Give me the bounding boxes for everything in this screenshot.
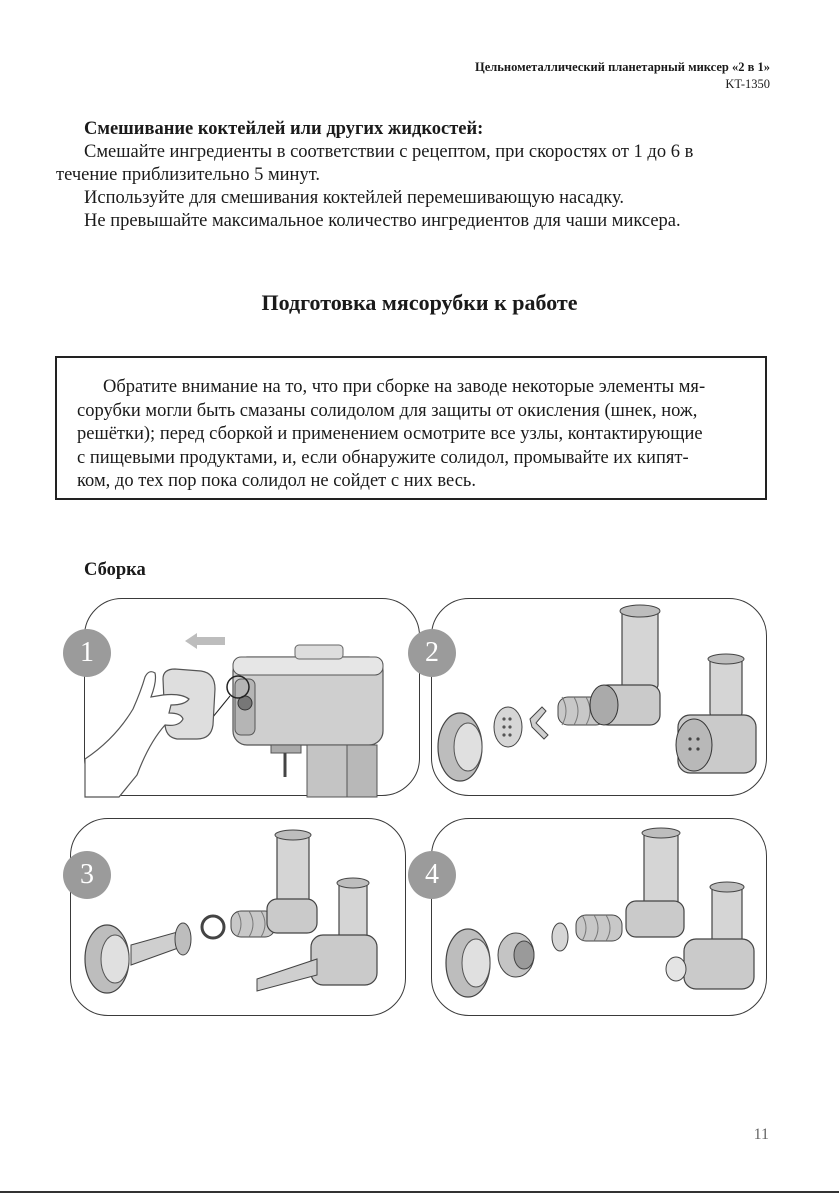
section-cocktails bbox=[56, 118, 756, 233]
notice-line: сорубки могли быть смазаны солидолом для защиты от окисления (шнек, нож, bbox=[77, 400, 698, 421]
notice-line: с пищевыми продуктами, и, если обнаружите солидол, промывайте их кипят- bbox=[77, 447, 689, 468]
step-4-illustration bbox=[425, 818, 767, 1016]
step-badge: 3 bbox=[63, 851, 111, 899]
step-1-illustration bbox=[80, 598, 420, 796]
step-badge: 1 bbox=[63, 629, 111, 677]
notice-line: Обратите внимание на то, что при сборке на заводе некоторые элементы мя- bbox=[103, 377, 706, 397]
mixer-cover-removal-image bbox=[85, 599, 421, 797]
step-badge: 2 bbox=[408, 629, 456, 677]
page-number: 11 bbox=[753, 1126, 769, 1143]
main-title: Подготовка мясорубки к работе bbox=[261, 290, 578, 315]
step-badge: 4 bbox=[408, 851, 456, 899]
header-model: KT-1350 bbox=[725, 77, 770, 91]
section-heading: Смешивание коктейлей или других жидкостей: bbox=[84, 119, 484, 139]
header-title: Цельнометаллический планетарный миксер «2 в 1» bbox=[474, 60, 770, 74]
paragraph-3: Не превышайте максимальное количество ингредиентов для чаши миксера. bbox=[84, 211, 681, 231]
paragraph-2: Используйте для смешивания коктейлей перемешивающую насадку. bbox=[84, 188, 625, 208]
assembly-heading: Сборка bbox=[84, 560, 146, 580]
step-3-illustration bbox=[70, 818, 406, 1016]
step-2-illustration bbox=[425, 598, 767, 796]
grinder-parts-image bbox=[432, 599, 768, 797]
notice-line: решётки); перед сборкой и применением осмотрите все узлы, контактирующие bbox=[77, 424, 703, 444]
paragraph-1: Смешайте ингредиенты в соответствии с рецептом, при скоростях от 1 до 6 в течение приблизительно 5 минут. bbox=[56, 142, 694, 185]
sausage-attachment-image bbox=[71, 819, 381, 1017]
notice-box bbox=[55, 356, 767, 500]
kebbe-attachment-image bbox=[432, 819, 768, 1017]
notice-line: ком, до тех пор пока солидол не сойдет с них весь. bbox=[77, 471, 476, 491]
